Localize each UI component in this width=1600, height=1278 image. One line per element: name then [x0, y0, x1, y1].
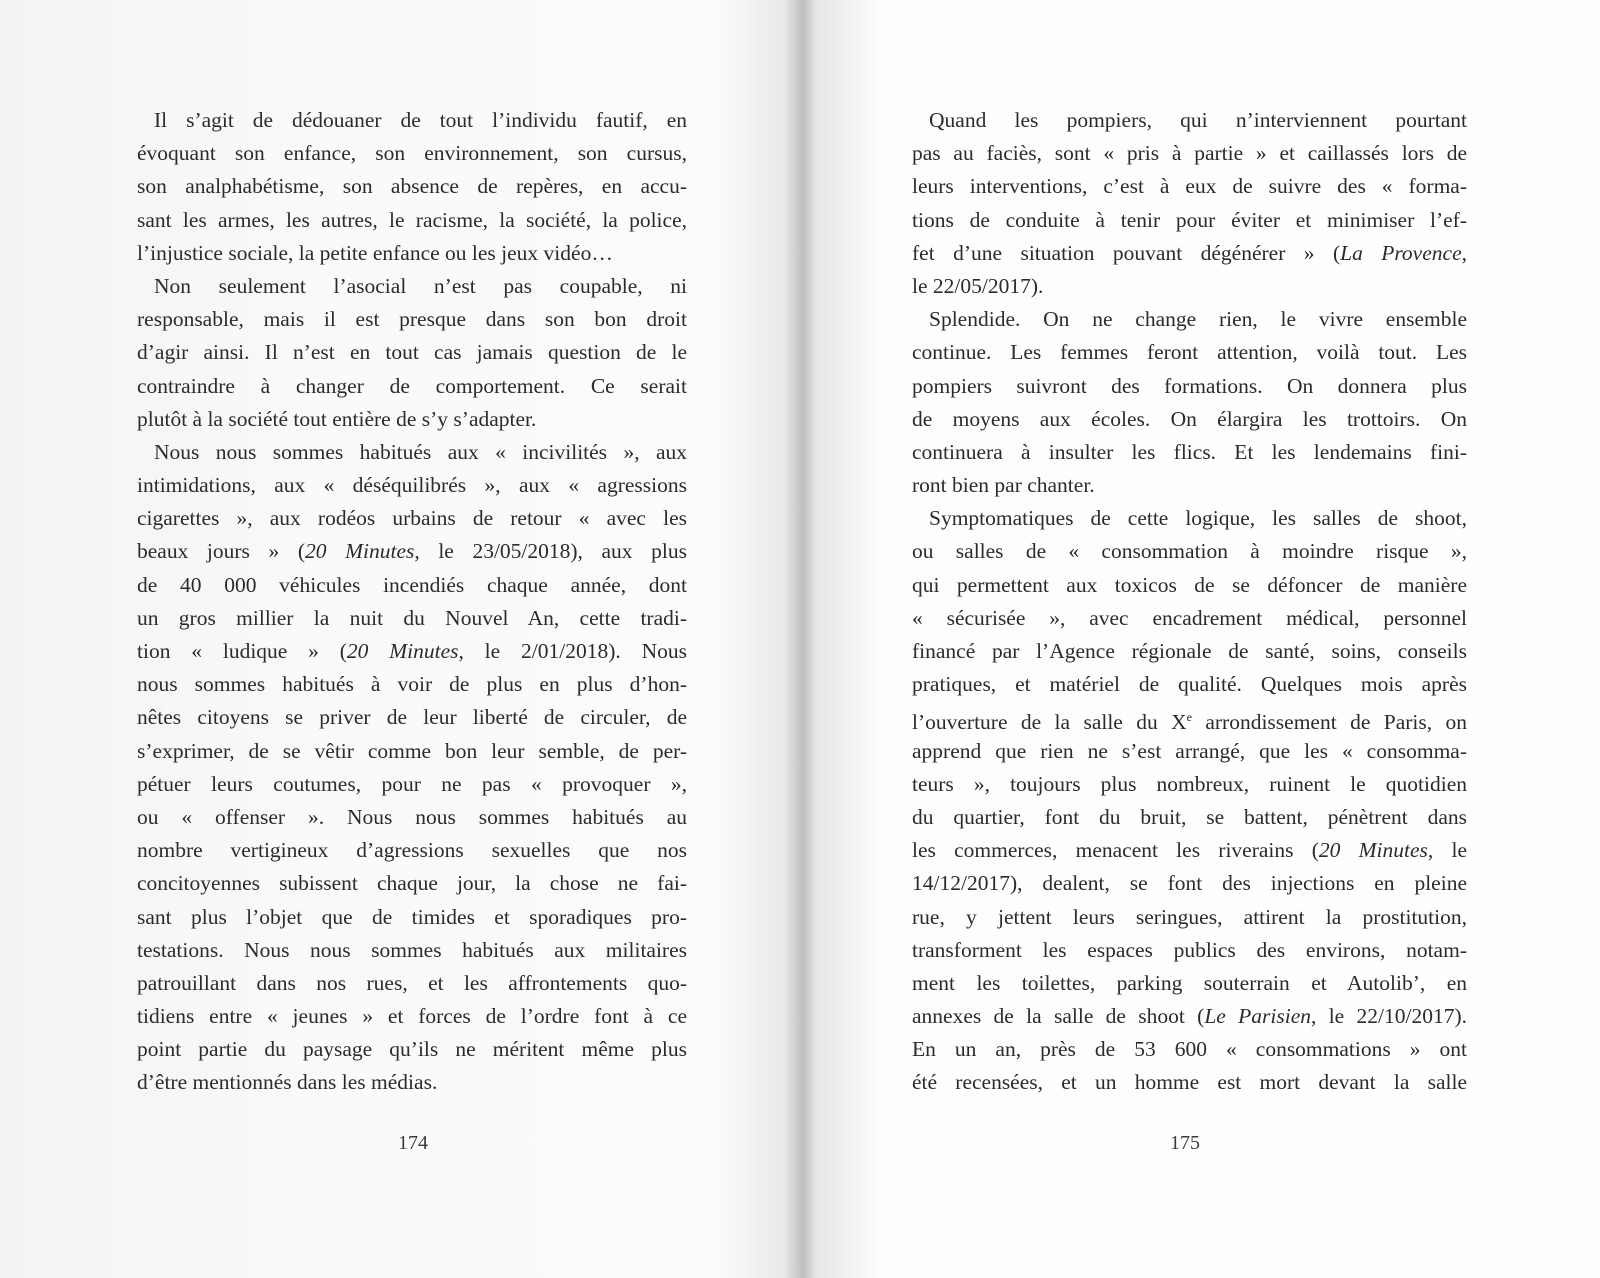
text-segment: Non seulement l’asocial n’est pas coupable, ni — [154, 273, 687, 298]
text-segment: Symptomatiques de cette logique, les salles de shoot, — [929, 506, 1467, 531]
text-segment: le 22/05/2017). — [912, 273, 1044, 298]
text-segment: 14/12/2017), dealent, se font des injections en pleine — [912, 871, 1467, 896]
text-line — [137, 635, 687, 668]
text-segment: nous sommes habitués à voir de plus en plus d’hon- — [137, 672, 687, 697]
text-line — [912, 303, 1467, 336]
page-number-left: 174 — [398, 1132, 428, 1154]
text-segment: responsable, mais il est presque dans son bon droit — [137, 307, 687, 332]
text-segment: tion « ludique » ( — [137, 639, 347, 663]
text-line — [137, 1000, 687, 1033]
text-line — [912, 170, 1467, 203]
text-segment: d’être mentionnés dans les médias. — [137, 1070, 438, 1095]
text-line — [912, 934, 1467, 967]
text-line — [137, 370, 687, 403]
text-segment: un gros millier la nuit du Nouvel An, cette tradi- — [137, 605, 687, 630]
text-segment: , le 23/05/2018), aux plus — [414, 539, 687, 564]
text-line — [137, 237, 687, 270]
text-segment: son analphabétisme, son absence de repères, en accu- — [137, 174, 687, 199]
text-line — [912, 668, 1467, 701]
text-line — [912, 535, 1467, 568]
text-line — [137, 701, 687, 734]
text-line — [912, 768, 1467, 801]
text-line — [137, 735, 687, 768]
text-segment: été recensées, et un homme est mort devant la salle — [912, 1070, 1467, 1095]
text-segment: du quartier, font du bruit, se battent, pénètrent dans — [912, 804, 1467, 829]
text-segment: intimidations, aux « déséquilibrés », aux « agressions — [137, 473, 687, 498]
text-segment: pas au faciès, sont « pris à partie » et caillassés lors de — [912, 141, 1467, 166]
text-segment: l’ouverture de la salle du X — [912, 710, 1187, 735]
text-line — [912, 104, 1467, 137]
text-segment: leurs interventions, c’est à eux de suivre des « forma- — [912, 174, 1467, 199]
text-segment: tions de conduite à tenir pour éviter et minimiser l’ef- — [912, 207, 1467, 232]
text-line — [912, 403, 1467, 436]
text-segment: point partie du paysage qu’ils ne méritent même plus — [137, 1037, 687, 1062]
text-segment: contraindre à changer de comportement. Ce serait — [137, 373, 687, 398]
italic-citation: 20 Minutes — [346, 639, 459, 663]
text-segment: qui permettent aux toxicos de se défoncer de manière — [912, 572, 1467, 597]
text-segment: nêtes citoyens se priver de leur liberté de circuler, de — [137, 705, 687, 730]
text-segment: pompiers suivront des formations. On donnera plus — [912, 373, 1467, 398]
text-segment: tidiens entre « jeunes » et forces de l’ordre font à ce — [137, 1004, 687, 1029]
text-segment: d’agir ainsi. Il n’est en tout cas jamais question de le — [137, 340, 687, 365]
page-number-right: 175 — [1170, 1132, 1200, 1154]
text-segment: Splendide. On ne change rien, le vivre ensemble — [929, 307, 1467, 332]
text-line — [912, 270, 1467, 303]
text-segment: l’injustice sociale, la petite enfance ou les jeux vidéo… — [137, 240, 613, 265]
text-line — [137, 834, 687, 867]
text-line — [912, 735, 1467, 768]
text-line — [912, 436, 1467, 469]
text-line — [912, 1066, 1467, 1099]
text-line — [912, 701, 1467, 734]
text-segment: « sécurisée », avec encadrement médical, personnel — [912, 605, 1467, 630]
text-line — [137, 204, 687, 237]
text-segment: continue. Les femmes feront attention, voilà tout. Les — [912, 340, 1467, 365]
text-segment: cigarettes », aux rodéos urbains de retour « avec les — [137, 506, 687, 531]
text-segment: financé par l’Agence régionale de santé, soins, conseils — [912, 639, 1467, 663]
text-segment: ou salles de « consommation à moindre risque », — [912, 539, 1467, 564]
text-segment: annexes de la salle de shoot ( — [912, 1004, 1205, 1029]
text-line — [137, 535, 687, 568]
text-segment: évoquant son enfance, son environnement, son cursus, — [137, 141, 687, 166]
italic-citation: La Provence — [1340, 240, 1462, 265]
text-line — [912, 967, 1467, 1000]
text-segment: patrouillant dans nos rues, et les affrontements quo- — [137, 970, 687, 995]
text-segment: pétuer leurs coutumes, pour ne pas « provoquer », — [137, 771, 687, 796]
text-line — [137, 1066, 687, 1099]
text-line — [137, 270, 687, 303]
text-segment: rue, y jettent leurs seringues, attirent la prostitution, — [912, 904, 1467, 929]
text-segment: sant les armes, les autres, le racisme, la société, la police, — [137, 207, 687, 232]
text-segment: , le — [1427, 838, 1467, 863]
text-segment: plutôt à la société tout entière de s’y s’adapter. — [137, 406, 537, 431]
text-line — [137, 768, 687, 801]
text-line — [912, 602, 1467, 635]
text-segment: sant plus l’objet que de timides et sporadiques pro- — [137, 904, 687, 929]
text-line — [137, 801, 687, 834]
text-line — [912, 370, 1467, 403]
text-segment: continuera à insulter les flics. Et les lendemains fini- — [912, 439, 1467, 464]
text-line — [137, 668, 687, 701]
text-line — [137, 502, 687, 535]
text-line — [137, 336, 687, 369]
text-line — [912, 901, 1467, 934]
text-line — [137, 569, 687, 602]
text-segment: Quand les pompiers, qui n’interviennent pourtant — [929, 108, 1467, 132]
text-line — [137, 303, 687, 336]
text-segment: de moyens aux écoles. On élargira les trottoirs. On — [912, 406, 1467, 431]
right-page-text — [912, 104, 1467, 1100]
text-line — [912, 237, 1467, 270]
text-line — [137, 469, 687, 502]
text-line — [137, 436, 687, 469]
text-line — [912, 204, 1467, 237]
text-segment: , — [1461, 240, 1467, 265]
text-segment: concitoyennes subissent chaque jour, la chose ne fai- — [137, 871, 687, 896]
text-segment: les commerces, menacent les riverains ( — [912, 838, 1319, 863]
text-segment: transforment les espaces publics des environs, notam- — [912, 937, 1467, 962]
text-line — [912, 569, 1467, 602]
text-line — [912, 1033, 1467, 1066]
italic-citation: 20 Minutes — [305, 539, 415, 564]
text-line — [137, 170, 687, 203]
text-segment: arrondissement de Paris, on — [1191, 710, 1467, 735]
left-page-text — [137, 104, 687, 1100]
text-line — [137, 137, 687, 170]
text-segment: de 40 000 véhicules incendiés chaque année, dont — [137, 572, 687, 597]
text-line — [912, 801, 1467, 834]
text-segment: Nous nous sommes habitués aux « incivilités », aux — [154, 439, 687, 464]
text-line — [912, 1000, 1467, 1033]
text-segment: En un an, près de 53 600 « consommations » ont — [912, 1037, 1467, 1062]
text-line — [137, 403, 687, 436]
text-segment: ment les toilettes, parking souterrain et Autolib’, en — [912, 970, 1467, 995]
text-line — [137, 867, 687, 900]
text-segment: fet d’une situation pouvant dégénérer » ( — [912, 240, 1341, 265]
text-segment: pratiques, et matériel de qualité. Quelques mois après — [912, 672, 1467, 697]
text-segment: s’exprimer, de se vêtir comme bon leur semble, de per- — [137, 738, 687, 763]
text-segment: nombre vertigineux d’agressions sexuelles que nos — [137, 838, 687, 863]
text-line — [137, 1033, 687, 1066]
text-segment: testations. Nous nous sommes habitués aux militaires — [137, 937, 687, 962]
text-segment: beaux jours » ( — [137, 539, 306, 564]
text-segment: apprend que rien ne s’est arrangé, que les « consomma- — [912, 738, 1467, 763]
text-segment: ou « offenser ». Nous nous sommes habitués au — [137, 804, 687, 829]
text-line — [137, 967, 687, 1000]
text-line — [912, 867, 1467, 900]
text-line — [912, 502, 1467, 535]
text-line — [137, 602, 687, 635]
italic-citation: 20 Minutes — [1318, 838, 1428, 863]
text-segment: , le 22/10/2017). — [1311, 1004, 1468, 1029]
text-segment: , le 2/01/2018). Nous — [458, 639, 687, 663]
text-segment: ront bien par chanter. — [912, 473, 1095, 498]
text-line — [137, 901, 687, 934]
text-line — [137, 104, 687, 137]
text-line — [912, 336, 1467, 369]
text-line — [137, 934, 687, 967]
text-segment: Il s’agit de dédouaner de tout l’individu fautif, en — [154, 108, 687, 132]
superscript: e — [1186, 710, 1192, 725]
text-line — [912, 137, 1467, 170]
text-segment: teurs », toujours plus nombreux, ruinent le quotidien — [912, 771, 1467, 796]
italic-citation: Le Parisien — [1204, 1004, 1312, 1029]
text-line — [912, 635, 1467, 668]
text-line — [912, 834, 1467, 867]
text-line — [912, 469, 1467, 502]
